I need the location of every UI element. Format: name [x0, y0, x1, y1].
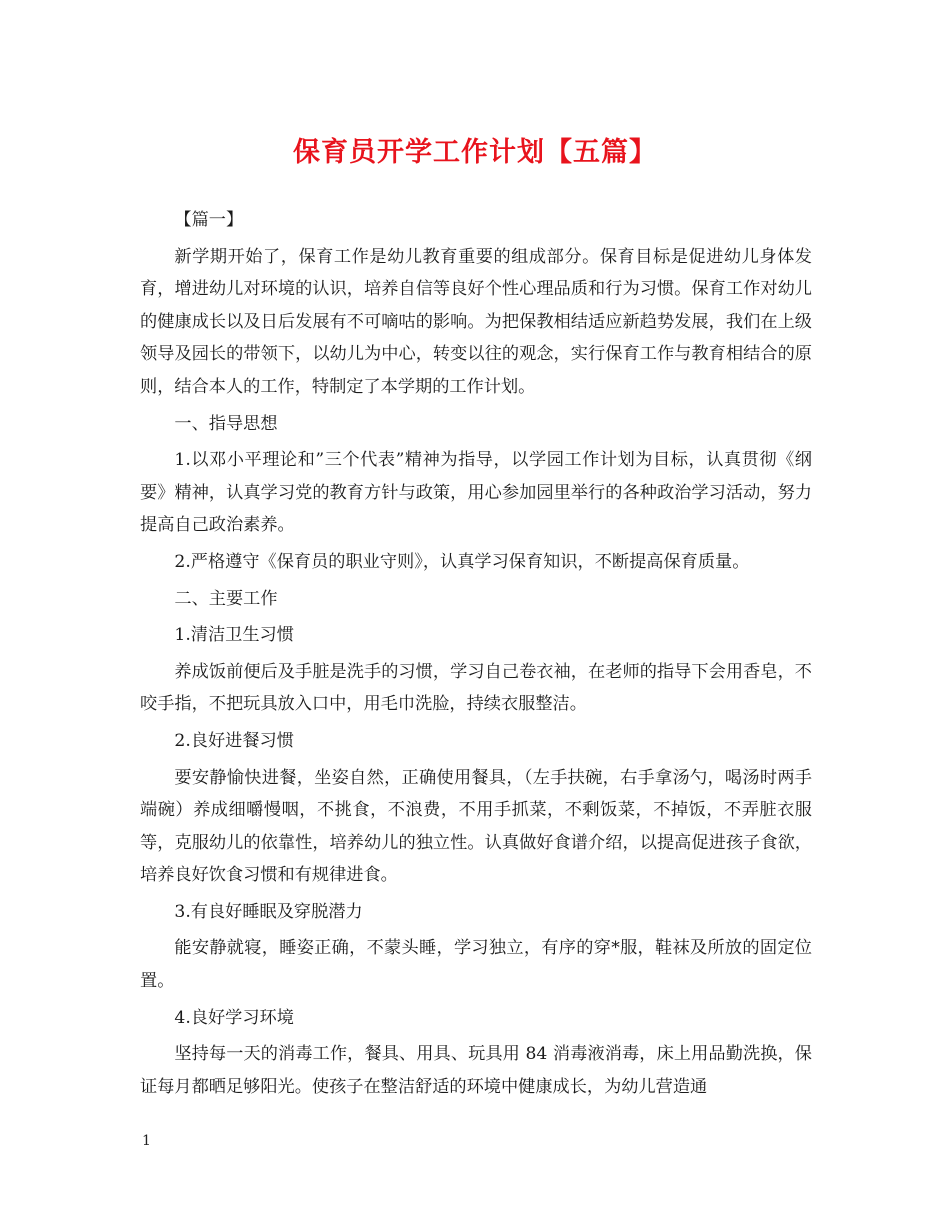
- section-heading: 一、指导思想: [174, 413, 278, 434]
- document-title: 保育员开学工作计划【五篇】: [293, 137, 657, 168]
- paragraph: 2.严格遵守《保育员的职业守则》，认真学习保育知识，不断提高保育质量。: [174, 551, 750, 572]
- paragraph: 养成饭前便后及手脏是洗手的习惯，学习自己卷衣袖，在老师的指导下会用香皂，不咬手指，不把玩具放入口中，用毛巾洗脸，持续衣服整洁。: [140, 661, 812, 715]
- subsection-heading: 4.良好学习环境: [174, 1007, 294, 1028]
- paragraph: 坚持每一天的消毒工作，餐具、用具、玩具用 84 消毒液消毒，床上用品勤洗换，保证每月都晒足够阳光。使孩子在整洁舒适的环境中健康成长，为幼儿营造通: [140, 1044, 812, 1097]
- paragraph: 要安静愉快进餐，坐姿自然，正确使用餐具，（左手扶碗，右手拿汤勺，喝汤时两手端碗）养成细嚼慢咽，不挑食，不浪费，不用手抓菜，不剩饭菜，不掉饭，不弄脏衣服等，克服幼儿的依靠性，培养幼儿的独立性。认真做好食谱介绍，以提高促进孩子食欲，培养良好饮食习惯和有规律进食。: [140, 767, 812, 886]
- paragraph: 新学期开始了，保育工作是幼儿教育重要的组成部分。保育目标是促进幼儿身体发育，增进幼儿对环境的认识，培养自信等良好个性心理品质和行为习惯。保育工作对幼儿的健康成长以及日后发展有不可嘀咕的影响。为把保教相结适应新趋势发展，我们在上级领导及园长的带领下，以幼儿为中心，转变以往的观念，实行保育工作与教育相结合的原则，结合本人的工作，特制定了本学期的工作计划。: [140, 246, 812, 397]
- subsection-heading: 3.有良好睡眠及穿脱潜力: [174, 901, 363, 922]
- document-body: [140, 204, 812, 1105]
- paragraph: 能安静就寝，睡姿正确，不蒙头睡，学习独立，有序的穿*服，鞋袜及所放的固定位置。: [140, 938, 812, 992]
- page-number: 1: [142, 1133, 151, 1149]
- subsection-heading: 2.良好进餐习惯: [174, 730, 294, 751]
- section-heading: 【篇一】: [174, 210, 244, 230]
- paragraph: 1.以邓小平理论和”三个代表”精神为指导，以学园工作计划为目标，认真贯彻《纲要》精神，认真学习党的教育方针与政策，用心参加园里举行的各种政治学习活动，努力提高自己政治素养。: [140, 450, 812, 536]
- subsection-heading: 1.清洁卫生习惯: [174, 625, 294, 646]
- section-heading: 二、主要工作: [174, 588, 278, 609]
